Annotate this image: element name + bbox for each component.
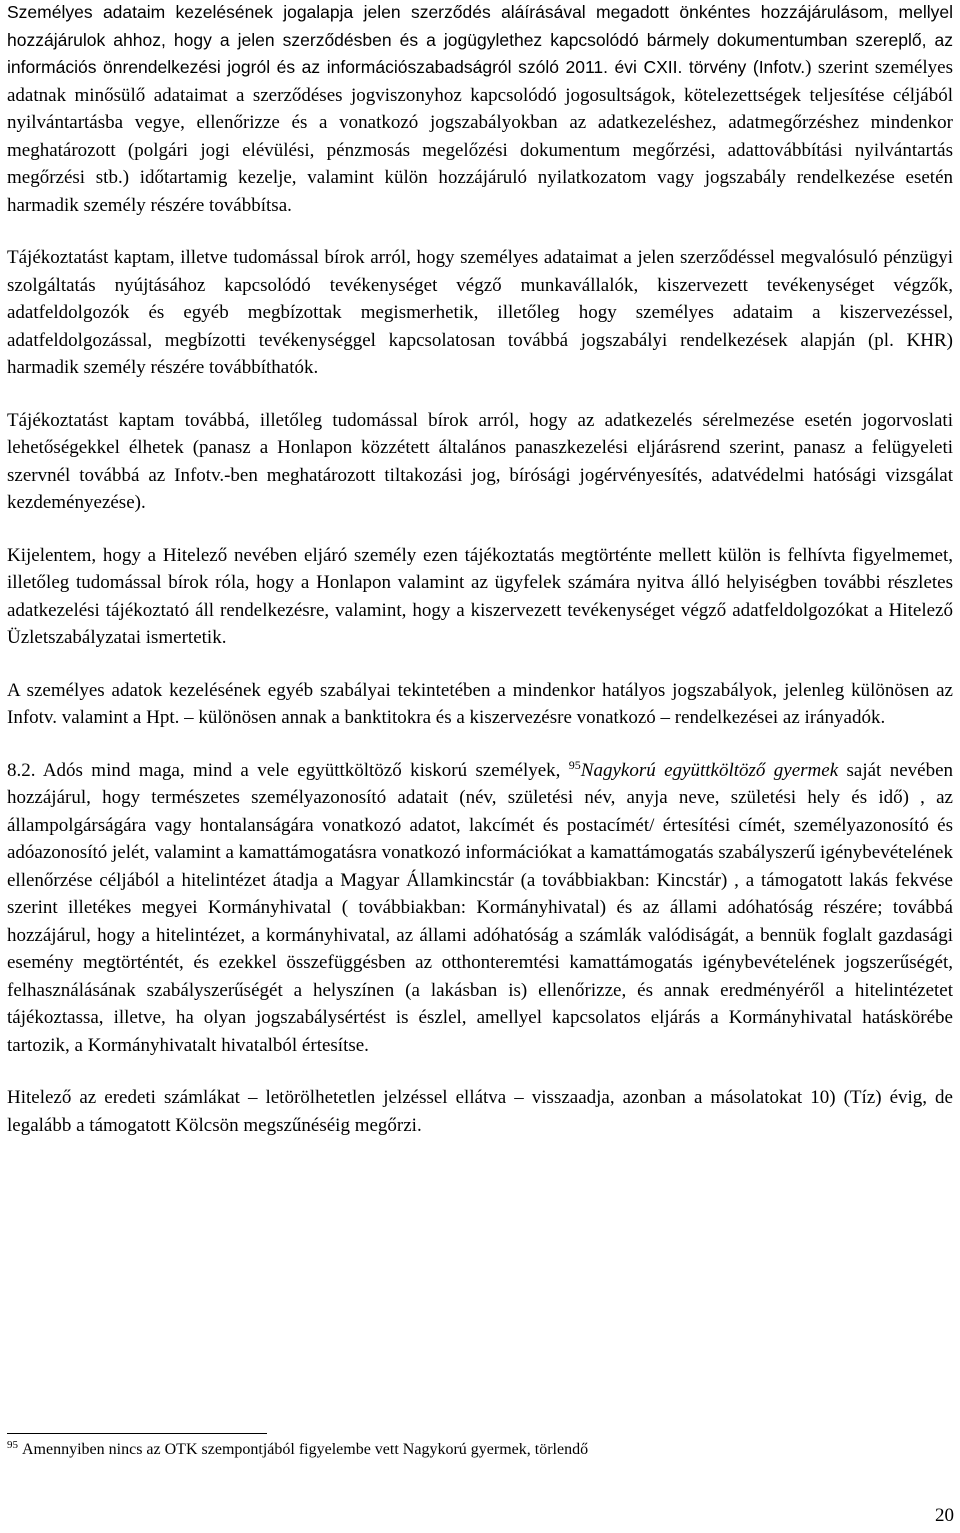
page-number: 20 — [935, 1505, 954, 1526]
paragraph-legal-basis — [7, 0, 953, 219]
section-8-2-lead: 8.2. Adós mind maga, mind a vele együttköltöző kiskorú személyek, — [7, 759, 569, 781]
footnote-number: 95 — [7, 1439, 18, 1451]
footnote — [7, 1439, 947, 1461]
section-8-2-italic-text: Nagykorú együttköltöző gyermek — [580, 759, 839, 781]
paragraph-data-recipients: Tájékoztatást kaptam, illetve tudomással bírok arról, hogy személyes adataimat a jelen szerződéssel megvalósuló pénzügyi szolgáltatás nyújtásához kapcsolódó tevékenységet végző munkavállalók, kiszervezett tevékenységet végzők, adatfeldolgozók és egyéb megbízottak megismerhetik, illetőleg hogy személyes adataim a kiszervezéssel, adatfeldolgozással, megbízotti tevékenységgel kapcsolatosan továbbá jogszabályi rendelkezések alapján (pl. KHR) harmadik személy részére továbbíthatók. — [7, 247, 953, 378]
paragraph-applicable-law: A személyes adatok kezelésének egyéb szabályai tekintetében a mindenkor hatályos jogszabályok, jelenleg különösen az Infotv. valamint a Hpt. – különösen annak a banktitokra és a kiszervezésre vonatkozó – rendelkezései az irányadók. — [7, 679, 953, 728]
footnote-divider — [7, 1433, 267, 1434]
paragraph-declaration: Kijelentem, hogy a Hitelező nevében eljáró személy ezen tájékoztatás megtörténte mellett külön is felhívta figyelmemet, illetőleg tudomással bírok róla, hogy a Honlapon valamint az ügyfelek számára nyitva álló helyiségben további részletes adatkezelési tájékoztató áll rendelkezésre, valamint, hogy a kiszervezett tevékenységet végző adatfeldolgozókat a Hitelező Üzletszabályzatai ismertetik. — [7, 544, 953, 648]
paragraph-legal-basis-sans-text: Személyes adataim kezelésének jogalapja jelen szerződés aláírásával megadott önkéntes hozzájárulásom, mellyel hozzájárulok ahhoz, hogy a jelen szerződésben és a jogügylethez kapcsolódó bármely dokumentumban szereplő, az információs önrendelkezési jogról és az információszabadságról szóló 2011. évi CXII. törvény (Infotv. — [7, 2, 953, 77]
paragraph-legal-basis-serif-text: ) szerint személyes adatnak minősülő adataimat a szerződéses jogviszonyhoz kapcsolódó jogosultságok, kötelezettségek teljesítése céljából nyilvántartásba vegye, ellenőrizze és a vonatkozó jogszabályokban az adatkezeléshez, adatmegőrzéshez mindenkor meghatározott (polgári jogi elévülési, pénzmosás megelőzési dokumentum megőrzési, adattovábbítási nyilvántartás megőrzési stb.) időtartamig kezelje, valamint külön hozzájáruló nyilatkozatom vagy jogszabály rendelkezése esetén harmadik személy részére továbbítsa. — [7, 57, 953, 216]
paragraph-section-8-2 — [7, 757, 953, 1060]
footnote-reference[interactable]: 95 — [568, 757, 581, 772]
footnote-text: Amennyiben nincs az OTK szempontjából figyelembe vett Nagykorú gyermek, törlendő — [22, 1441, 589, 1458]
section-8-2-rest: saját nevében hozzájárul, hogy természetes személyazonosító adatait (név, születési név, anyja neve, születési hely és idő) , az állampolgárságára vagy hontalanságára vonatkozó adatot, lakcímét és postacímét/ értesítési címét, személyazonosító és adóazonosító jelét, valamint a kamattámogatásra vonatkozó információkat a kamattámogatás szabályszerű igénybevételének ellenőrzése céljából a hitelintézet átadja a Magyar Államkincstár (a továbbiakban: Kincstár) , a támogatott lakás fekvése szerint illetékes megyei Kormányhivatal ( továbbiakban: Kormányhivatal) és az állami adóhatóság részére; továbbá hozzájárul, hogy a hitelintézet, a kormányhivatal, az állami adóhatóság a számlák valódiságát, a bennük foglalt gazdasági esemény megtörténtét, és ezekkel összefüggésben az otthonteremtési kamattámogatás igénybevételének jogszerűségét, felhasználásának szabályszerűségét a helyszínen (a lakásban is) ellenőrizze, és annak eredményéről a hitelintézetet tájékoztassa, illetve, ha olyan jogszabálysértést is észlel, amellyel kapcsolatos eljárás a Kormányhivatal hatáskörébe tartozik, a Kormányhivatalt hivatalból értesítse. — [7, 759, 954, 1056]
paragraph-remedies: Tájékoztatást kaptam továbbá, illetőleg tudomással bírok arról, hogy az adatkezelés sérelmezése esetén jogorvoslati lehetőségekkel élhetek (panasz a Honlapon közzétett általános panaszkezelési eljárásrend szerint, panasz a felügyeleti szervnél továbbá az Infotv.-ben meghatározott tiltakozási jog, bírósági jogérvényesítés, adatvédelmi hatósági vizsgálat kezdeményezése). — [7, 409, 953, 513]
paragraph-invoices: Hitelező az eredeti számlákat – letörölhetetlen jelzéssel ellátva – visszaadja, azonban a másolatokat 10) (Tíz) évig, de legalább a támogatott Kölcsön megszűnéséig megőrzi. — [7, 1087, 953, 1136]
document-page — [7, 0, 953, 1164]
